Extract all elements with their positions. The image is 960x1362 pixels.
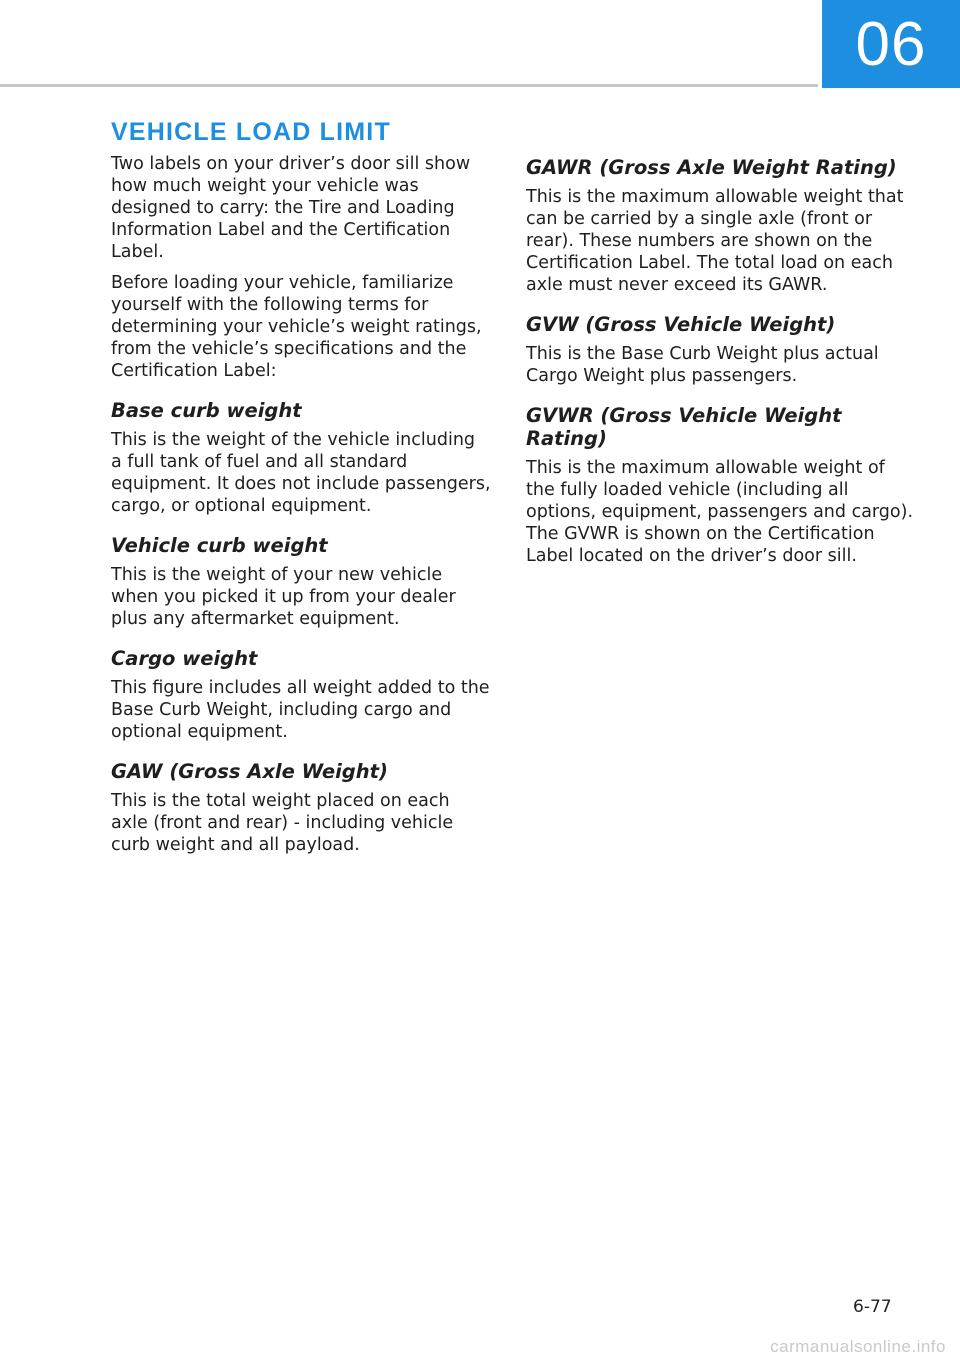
chapter-number: 06	[855, 9, 927, 79]
term-heading-gvwr: GVWR (Gross Vehicle Weight Rating)	[526, 404, 842, 450]
term-heading-gaw: GAW (Gross Axle Weight)	[111, 760, 388, 783]
term-body-gawr: This is the maximum allowable weight that can be carried by a single axle (front or rear). These numbers are shown on the Certification Label. The total load on each axle must never exceed its GAWR.	[526, 187, 904, 295]
term-heading-gvw: GVW (Gross Vehicle Weight)	[526, 313, 836, 336]
term-heading-base-curb-weight: Base curb weight	[111, 399, 302, 422]
term-body-base-curb-weight: This is the weight of the vehicle including a full tank of fuel and all standard equipment. It does not include passengers, cargo, or optional equipment.	[111, 430, 491, 516]
right-column	[526, 156, 916, 576]
term-heading-gawr: GAWR (Gross Axle Weight Rating)	[526, 156, 897, 179]
term-heading-vehicle-curb-weight: Vehicle curb weight	[111, 534, 328, 557]
intro-paragraph-1: Two labels on your driver’s door sill show how much weight your vehicle was designed to carry: the Tire and Loading Information Label and the Certification Label.	[111, 154, 471, 262]
header-divider	[0, 84, 818, 87]
left-column	[111, 118, 491, 865]
term-heading-cargo-weight: Cargo weight	[111, 647, 258, 670]
term-body-vehicle-curb-weight: This is the weight of your new vehicle when you picked it up from your dealer plus any aftermarket equipment.	[111, 565, 456, 629]
chapter-tab	[822, 0, 960, 88]
page-number: 6-77	[853, 1297, 892, 1317]
watermark: carmanualsonline.info	[770, 1337, 946, 1356]
intro-paragraph-2: Before loading your vehicle, familiarize yourself with the following terms for determining your vehicle’s weight ratings, from the vehicle’s specifications and the Certification Label:	[111, 273, 482, 381]
term-body-gvw: This is the Base Curb Weight plus actual Cargo Weight plus passengers.	[526, 344, 879, 386]
term-body-gvwr: This is the maximum allowable weight of the fully loaded vehicle (including all options, equipment, passengers and cargo). The GVWR is shown on the Certification Label located on the driver’s door sill.	[526, 458, 914, 566]
term-body-gaw: This is the total weight placed on each axle (front and rear) - including vehicle curb weight and all payload.	[111, 791, 454, 855]
section-title: VEHICLE LOAD LIMIT	[111, 118, 391, 146]
term-body-cargo-weight: This figure includes all weight added to the Base Curb Weight, including cargo and optional equipment.	[111, 678, 490, 742]
